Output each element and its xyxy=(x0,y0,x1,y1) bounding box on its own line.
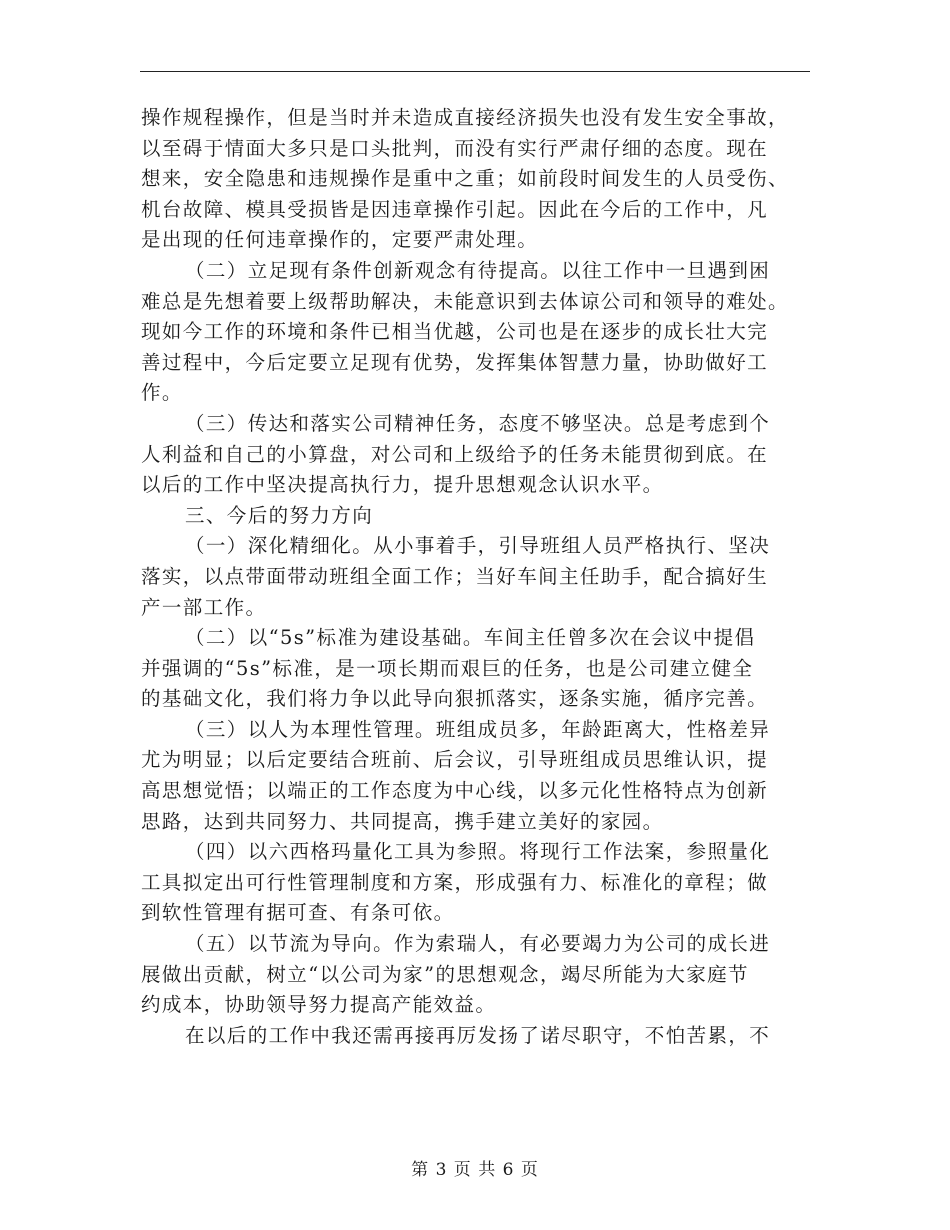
text-line: 工具拟定出可行性管理制度和方案，形成强有力、标准化的章程；做 xyxy=(141,870,769,894)
text-line: 以后的工作中坚决提高执行力，提升思想观念认识水平。 xyxy=(141,473,664,497)
text-line: 想来，安全隐患和违规操作是重中之重；如前段时间发生的人员受伤、 xyxy=(141,167,789,191)
text-line: 约成本，协助领导努力提高产能效益。 xyxy=(141,993,497,1017)
text-line: 落实，以点带面带动班组全面工作；当好车间主任助手，配合搞好生 xyxy=(141,564,769,588)
text-line: 善过程中，今后定要立足现有优势，发挥集体智慧力量，协助做好工 xyxy=(141,350,769,374)
text-line: 难总是先想着要上级帮助解决，未能意识到去体谅公司和领导的难处。 xyxy=(141,289,789,313)
text-line: 到软性管理有据可查、有条可依。 xyxy=(141,901,455,925)
text-line: 操作规程操作，但是当时并未造成直接经济损失也没有发生安全事故， xyxy=(141,106,789,129)
header-rule xyxy=(140,71,810,72)
text-line: 思路，达到共同努力、共同提高，携手建立美好的家园。 xyxy=(141,809,664,833)
text-line: 现如今工作的环境和条件已相当优越，公司也是在逐步的成长壮大完 xyxy=(141,320,769,344)
text-line: 以至碍于情面大多只是口头批判，而没有实行严肃仔细的态度。现在 xyxy=(141,136,769,160)
text-line: 作。 xyxy=(141,381,183,405)
text-line: 人利益和自己的小算盘，对公司和上级给予的任务未能贯彻到底。在 xyxy=(141,442,769,466)
text-line: （二）立足现有条件创新观念有待提高。以往工作中一旦遇到困 xyxy=(185,258,771,282)
text-line: 三、今后的努力方向 xyxy=(185,503,374,527)
text-line: 在以后的工作中我还需再接再厉发扬了诺尽职守，不怕苦累，不 xyxy=(185,1023,771,1047)
text-line: （三）以人为本理性管理。班组成员多，年龄距离大，性格差异 xyxy=(185,717,771,741)
text-line: 并强调的“5s”标准，是一项长期而艰巨的任务，也是公司建立健全 xyxy=(141,656,754,680)
page-footer: 第 3 页 共 6 页 xyxy=(411,1160,539,1180)
text-line: 展做出贡献，树立“以公司为家”的思想观念，竭尽所能为大家庭节 xyxy=(141,962,749,986)
text-line: 是出现的任何违章操作的，定要严肃处理。 xyxy=(141,228,539,252)
text-line: （三）传达和落实公司精神任务，态度不够坚决。总是考虑到个 xyxy=(185,411,771,435)
document-body xyxy=(141,103,811,1051)
text-line: 产一部工作。 xyxy=(141,595,267,619)
text-line: 的基础文化，我们将力争以此导向狠抓落实，逐条实施，循序完善。 xyxy=(141,687,769,711)
text-line: （四）以六西格玛量化工具为参照。将现行工作法案，参照量化 xyxy=(185,840,771,864)
text-line: （一）深化精细化。从小事着手，引导班组人员严格执行、坚决 xyxy=(185,534,771,558)
text-line: 高思想觉悟；以端正的工作态度为中心线，以多元化性格特点为创新 xyxy=(141,779,769,803)
text-line: （二）以“5s”标准为建设基础。车间主任曾多次在会议中提倡 xyxy=(185,626,756,650)
text-line: （五）以节流为导向。作为索瑞人，有必要竭力为公司的成长进 xyxy=(185,932,771,956)
text-line: 尤为明显；以后定要结合班前、后会议，引导班组成员思维认识，提 xyxy=(141,748,769,772)
text-line: 机台故障、模具受损皆是因违章操作引起。因此在今后的工作中，凡 xyxy=(141,197,769,221)
